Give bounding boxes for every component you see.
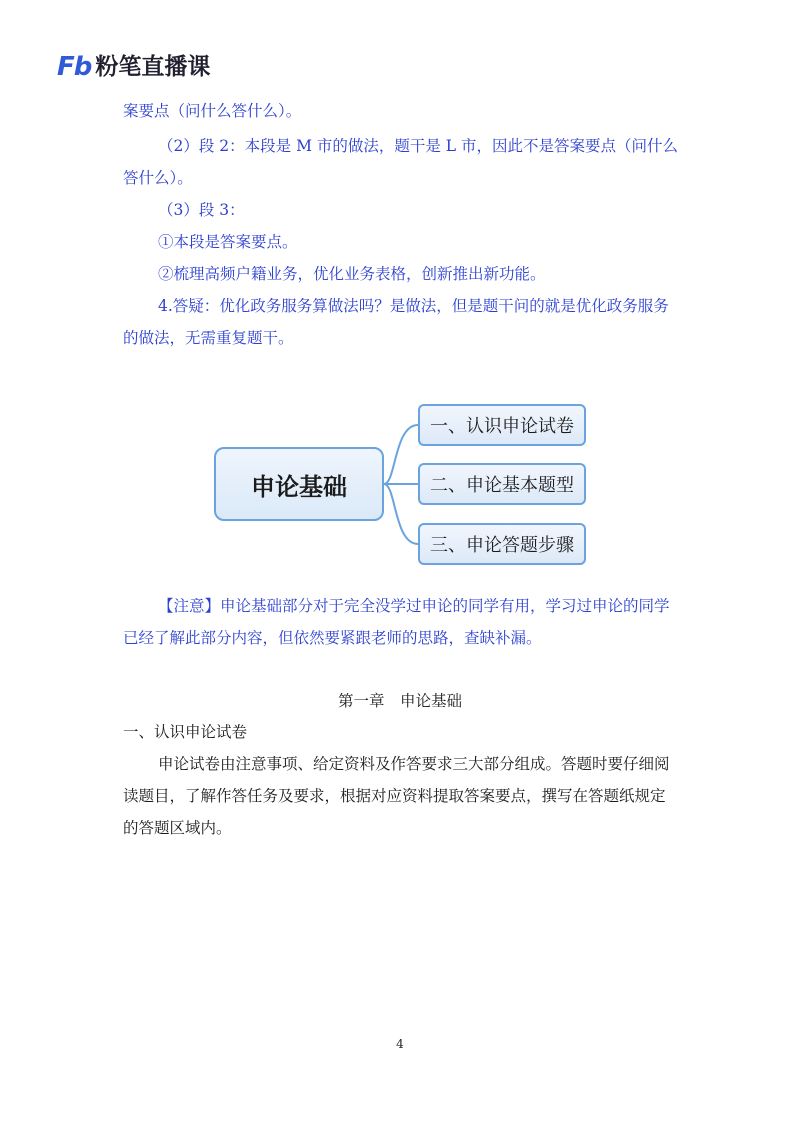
page-number: 4 bbox=[396, 1037, 404, 1051]
body-paragraph-line: 读题目，了解作答任务及要求，根据对应资料提取答案要点，撰写在答题纸规定 bbox=[123, 787, 666, 805]
section-heading: 一、认识申论试卷 bbox=[123, 723, 248, 741]
answer-line: 答什么）。 bbox=[123, 169, 193, 187]
mindmap-child-node: 一、认识申论试卷 bbox=[418, 404, 586, 446]
body-paragraph-line: 的答题区域内。 bbox=[123, 819, 232, 837]
answer-line: ①本段是答案要点。 bbox=[158, 233, 298, 251]
mindmap-child-node: 三、申论答题步骤 bbox=[418, 523, 586, 565]
answer-line: 案要点（问什么答什么）。 bbox=[123, 102, 302, 120]
chapter-title: 第一章 申论基础 bbox=[337, 692, 462, 710]
note-line: 已经了解此部分内容，但依然要紧跟老师的思路，查缺补漏。 bbox=[123, 629, 542, 647]
mindmap-diagram bbox=[214, 392, 594, 574]
answer-line: ②梳理高频户籍业务，优化业务表格，创新推出新功能。 bbox=[158, 265, 546, 283]
answer-line: （3）段 3： bbox=[158, 201, 245, 219]
brand-logo bbox=[57, 54, 210, 80]
body-paragraph-line: 申论试卷由注意事项、给定资料及作答要求三大部分组成。答题时要仔细阅 bbox=[158, 755, 670, 773]
mindmap-root-node: 申论基础 bbox=[214, 447, 384, 521]
answer-line: 4.答疑：优化政务服务算做法吗？是做法，但是题干问的就是优化政务服务 bbox=[158, 297, 669, 315]
fb-logo-icon: Fb bbox=[57, 52, 92, 82]
brand-name: 粉笔直播课 bbox=[95, 53, 211, 80]
note-line: 【注意】申论基础部分对于完全没学过申论的同学有用，学习过申论的同学 bbox=[158, 597, 670, 615]
mindmap-child-node: 二、申论基本题型 bbox=[418, 463, 586, 505]
answer-line: （2）段 2：本段是 M 市的做法，题干是 L 市，因此不是答案要点（问什么 bbox=[158, 137, 679, 155]
answer-line: 的做法，无需重复题干。 bbox=[123, 329, 294, 347]
